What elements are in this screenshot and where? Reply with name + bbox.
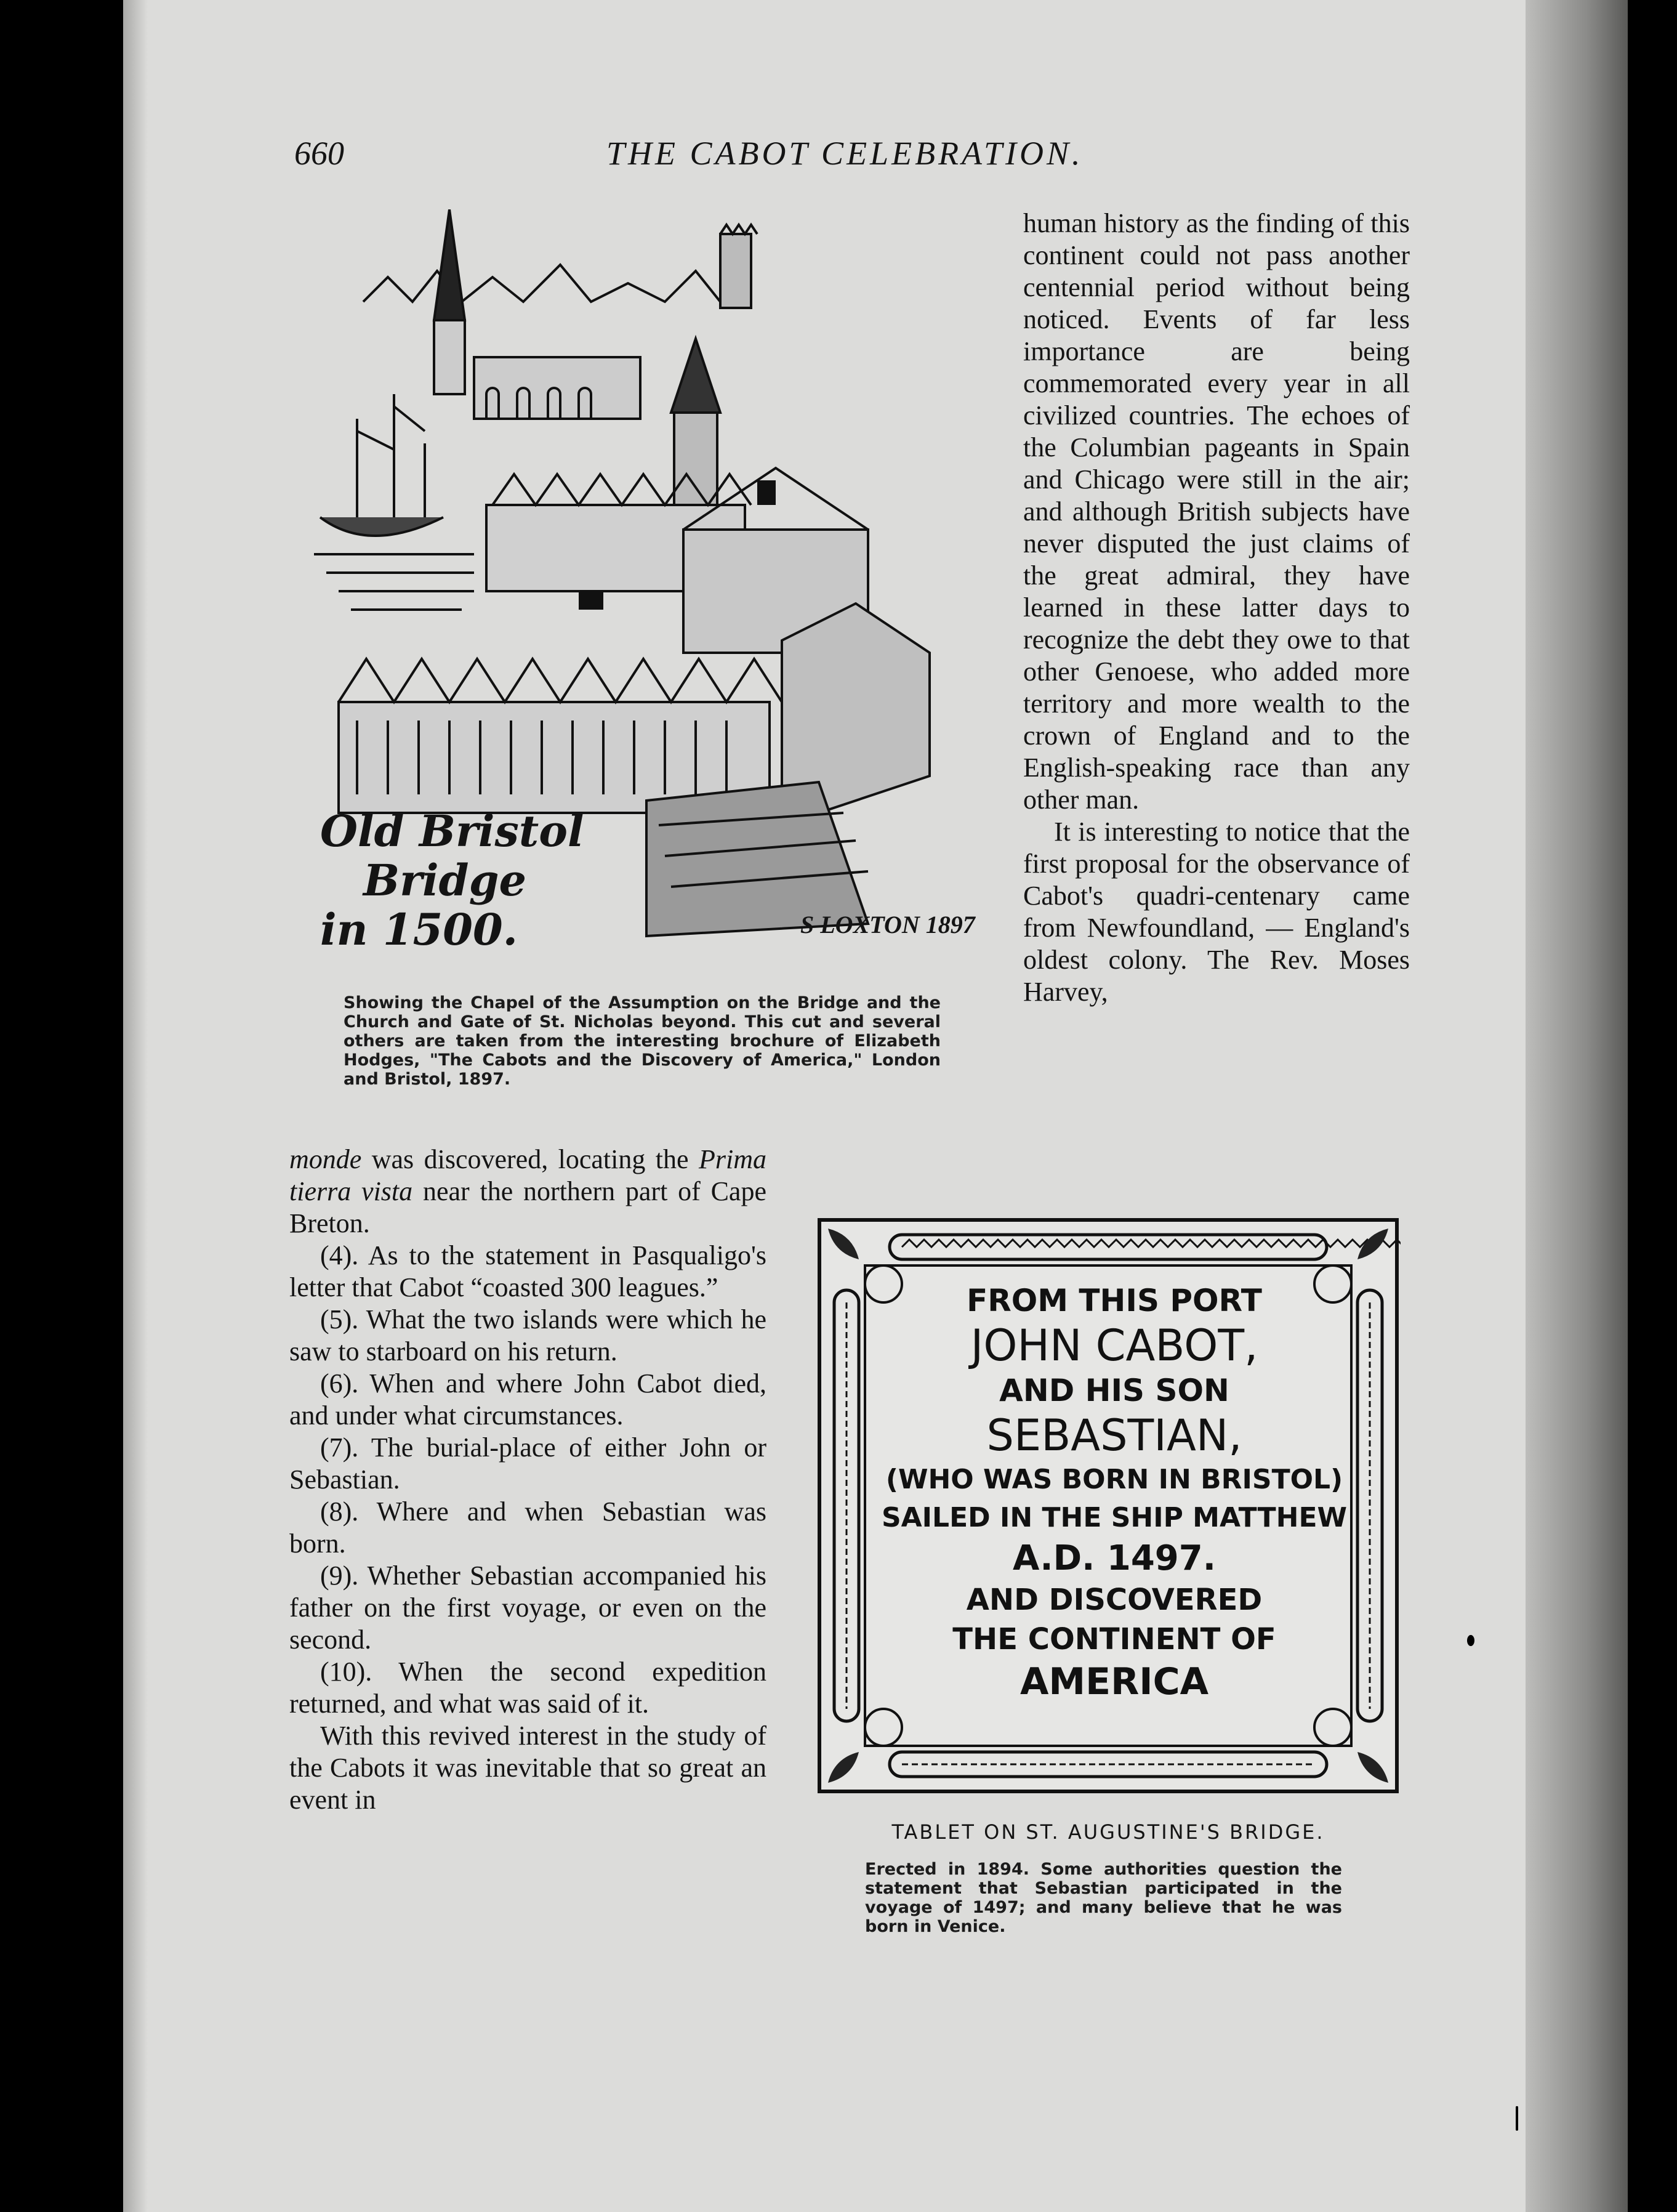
- tablet-title: TABLET ON ST. AUGUSTINE'S BRIDGE.: [891, 1820, 1325, 1844]
- scan-speck: [1516, 2106, 1518, 2131]
- inscription-line-5: (WHO WAS BORN IN BRISTOL): [885, 1464, 1343, 1495]
- artist-signature: S LOXTON 1897: [800, 911, 975, 938]
- continuation-text-1: was discovered, locating the: [361, 1144, 699, 1174]
- left-text-column: [289, 1144, 766, 1816]
- tablet-caption: Erected in 1894. Some authorities question the statement that Sebastian participated in the voyage of 1497; and many believe that he was born in Venice.: [865, 1860, 1342, 1936]
- hand-lettered-line-3: in 1500.: [320, 904, 518, 955]
- right-paragraph-1: human history as the finding of this continent could not pass another centennial period without being noticed. Events of far less importance are being commemorated every year in all civilized countries. The echoes of the Columbian pageants in Spain and Chicago were still in the air; and although British subjects have never disputed the just claims of the great admiral, they have learned in these latter days to recognize the debt they owe to that other Genoese, who added more territory and more wealth to the crown of England and to the English-speaking race than any other man.: [1023, 208, 1410, 815]
- inscription-line-8: AND DISCOVERED: [966, 1583, 1263, 1617]
- closing-paragraph: With this revived interest in the study of the Cabots it was inevitable that so great an event in: [289, 1721, 766, 1815]
- page-edge-shadow: [1526, 0, 1628, 2212]
- italic-word-monde: monde: [289, 1144, 362, 1174]
- running-head: THE CABOT CELEBRATION.: [606, 135, 1084, 172]
- list-item-8: (8). Where and when Sebastian was born.: [289, 1496, 766, 1559]
- engraving-hand-lettered-title: [320, 807, 584, 955]
- right-paragraph-2: It is interesting to notice that the first proposal for the observance of Cabot's quadri-centenary came from Newfoundland, — England's oldest colony. The Rev. Moses Harvey,: [1023, 817, 1410, 1007]
- tablet-inscription: [862, 1281, 1367, 1705]
- scan-speck: [1467, 1635, 1474, 1646]
- list-item-9: (9). Whether Sebastian accompanied his father on the first voyage, or even on the second.: [289, 1560, 766, 1655]
- hand-lettered-line-1: Old Bristol: [320, 805, 584, 857]
- page-number: 660: [294, 135, 344, 172]
- inscription-line-7: A.D. 1497.: [1012, 1538, 1217, 1578]
- hand-lettered-line-2: Bridge: [363, 855, 527, 906]
- right-text-column: [1023, 208, 1410, 1008]
- list-item-5: (5). What the two islands were which he saw to starboard on his return.: [289, 1304, 766, 1366]
- inscription-line-6: SAILED IN THE SHIP MATTHEW: [881, 1502, 1348, 1533]
- list-item-10: (10). When the second expedition returned, and what was said of it.: [289, 1657, 766, 1719]
- continuation-text-2: near the northern part of Cape Breton.: [289, 1176, 766, 1238]
- inscription-line-1: FROM THIS PORT: [967, 1283, 1262, 1318]
- left-continuation-paragraph: [289, 1144, 766, 1240]
- inscription-line-3: AND HIS SON: [999, 1373, 1229, 1408]
- inscription-line-2: JOHN CABOT,: [970, 1320, 1258, 1371]
- engraving-caption: Showing the Chapel of the Assumption on the Bridge and the Church and Gate of St. Nicholas beyond. This cut and several others are taken from the interesting brochure of Elizabeth Hodges, "The Cabots and the Discovery of America," London and Bristol, 1897.: [344, 993, 941, 1089]
- italic-phrase-prima-tierra-vista: Prima tierra vista: [289, 1144, 766, 1206]
- inscription-line-9: THE CONTINENT OF: [952, 1622, 1276, 1657]
- list-item-6: (6). When and where John Cabot died, and under what circumstances.: [289, 1368, 766, 1431]
- inscription-line-4: SEBASTIAN,: [986, 1410, 1242, 1461]
- inscription-line-10: AMERICA: [1019, 1660, 1209, 1703]
- page-binding-shadow: [123, 0, 148, 2212]
- list-item-7: (7). The burial-place of either John or Sebastian.: [289, 1432, 766, 1495]
- list-item-4: (4). As to the statement in Pasqualigo's letter that Cabot “coasted 300 leagues.”: [289, 1240, 766, 1302]
